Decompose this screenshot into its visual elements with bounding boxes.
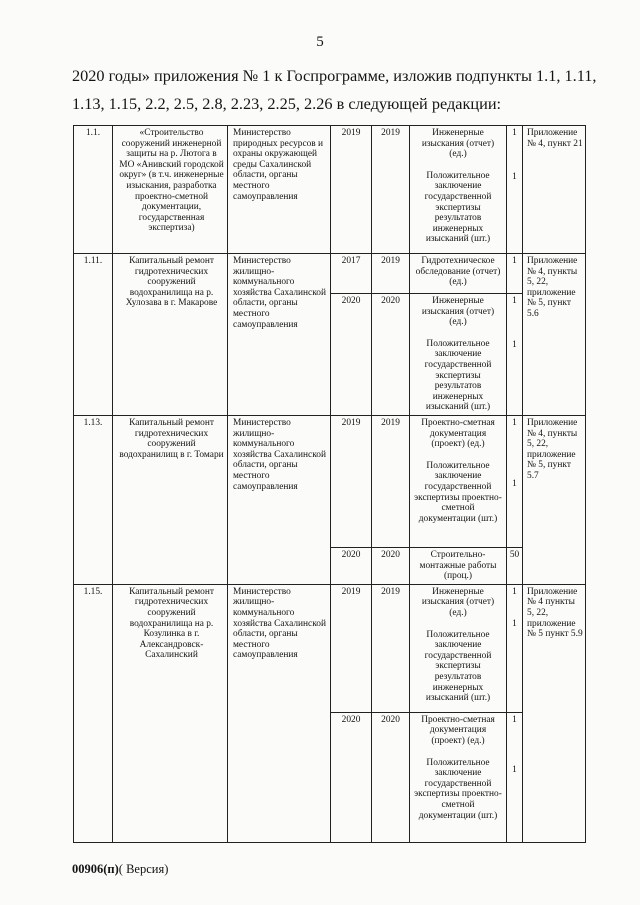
ministry-name: Министерство природных ресурсов и охраны окружающей среды Сахалинской области, органы местного самоуправления <box>228 126 331 254</box>
work-item: Инженерные изыскания (отчет) (ед.) <box>421 586 495 618</box>
qty-cell <box>507 126 523 254</box>
object-name: «Строительство сооружений инженерной защиты на р. Лютога в МО «Анивский городской округ» (в т.ч. инженерные изыскания, разработка проектно-сметной документации, государственная экспертиза) <box>113 126 228 254</box>
work-item: Положительное заключение государственной экспертизы проектно-сметной документации (шт.) <box>414 460 502 524</box>
end-year: 2019 <box>372 254 410 294</box>
table-row <box>74 126 586 254</box>
table-row <box>74 584 586 712</box>
work-cell <box>410 584 507 712</box>
start-year: 2020 <box>331 548 372 585</box>
work-cell <box>410 712 507 842</box>
program-table <box>73 125 586 843</box>
work-qty: 1 <box>512 619 517 630</box>
end-year: 2020 <box>372 294 410 416</box>
work-qty: 1 <box>512 765 517 776</box>
end-year: 2020 <box>372 548 410 585</box>
work-cell <box>410 294 507 416</box>
qty-cell <box>507 294 523 416</box>
start-year: 2019 <box>331 126 372 254</box>
work-qty: 1 <box>512 478 517 489</box>
work-item: Положительное заключение государственной экспертизы проектно-сметной документации (шт.) <box>414 757 502 821</box>
intro-line: 2020 годы» приложения № 1 к Госпрограмме, изложив подпункты 1.1, 1.11, <box>72 66 597 85</box>
end-year: 2019 <box>372 584 410 712</box>
intro-paragraph <box>72 62 597 118</box>
start-year: 2019 <box>331 584 372 712</box>
work-qty: 1 <box>507 254 523 294</box>
row-number: 1.15. <box>74 584 113 842</box>
end-year: 2019 <box>372 416 410 548</box>
object-name: Капитальный ремонт гидротехнических сооружений водохранилища на р. Хулозава в г. Макарове <box>113 254 228 416</box>
work-qty: 1 <box>512 296 517 306</box>
end-year: 2020 <box>372 712 410 842</box>
work-item: Гидротехническое обследование (отчет) (ед.) <box>415 256 501 288</box>
row-number: 1.1. <box>74 126 113 254</box>
document-footer <box>72 862 168 877</box>
work-qty: 1 <box>512 586 517 597</box>
work-qty: 1 <box>512 418 517 428</box>
page-number: 5 <box>316 34 324 50</box>
qty-cell <box>507 712 523 842</box>
work-item: Инженерные изыскания (отчет) (ед.) <box>421 128 495 160</box>
work-item: Положительное заключение государственной экспертизы результатов инженерных изысканий (шт.) <box>424 338 492 413</box>
work-qty: 50 <box>507 548 523 585</box>
row-number: 1.11. <box>74 254 113 416</box>
work-qty: 1 <box>512 714 517 725</box>
table-row <box>74 416 586 548</box>
table-row <box>74 254 586 294</box>
work-qty: 1 <box>512 339 517 350</box>
work-item: Положительное заключение государственной экспертизы результатов инженерных изысканий (шт.) <box>424 629 492 704</box>
intro-line: 1.13, 1.15, 2.2, 2.5, 2.8, 2.23, 2.25, 2.26 в следующей редакции: <box>72 94 502 113</box>
reference-cell: Приложение № 4, пункт 21 <box>523 126 586 254</box>
work-qty: 1 <box>512 171 517 182</box>
work-cell <box>410 416 507 548</box>
work-item: Проектно-сметная документация (проект) (ед.) <box>421 714 495 746</box>
reference-cell: Приложение № 4 пункты 5, 22, приложение № 5 пункт 5.9 <box>523 584 586 842</box>
ministry-name: Министерство жилищно-коммунального хозяйства Сахалинской области, органы местного самоуправления <box>228 416 331 585</box>
object-name: Капитальный ремонт гидротехнических сооружений водохранилищ в г. Томари <box>113 416 228 585</box>
row-number: 1.13. <box>74 416 113 585</box>
version-label: ( Версия) <box>118 862 169 876</box>
start-year: 2020 <box>331 712 372 842</box>
work-qty: 1 <box>512 128 517 138</box>
work-item: Положительное заключение государственной экспертизы результатов инженерных изысканий (шт.) <box>424 170 492 245</box>
reference-cell: Приложение № 4, пункты 5, 22, приложение № 5, пункт 5.6 <box>523 254 586 416</box>
work-item: Строительно-монтажные работы (проц.) <box>419 550 497 582</box>
work-cell <box>410 548 507 585</box>
ministry-name: Министерство жилищно-коммунального хозяйства Сахалинской области, органы местного самоуправления <box>228 584 331 842</box>
work-cell <box>410 126 507 254</box>
work-cell <box>410 254 507 294</box>
start-year: 2019 <box>331 416 372 548</box>
work-item: Проектно-сметная документация (проект) (ед.) <box>421 418 495 450</box>
start-year: 2020 <box>331 294 372 416</box>
end-year: 2019 <box>372 126 410 254</box>
start-year: 2017 <box>331 254 372 294</box>
document-code: 00906(п) <box>72 862 119 876</box>
reference-cell: Приложение № 4, пункты 5, 22, приложение № 5, пункт 5.7 <box>523 416 586 585</box>
object-name: Капитальный ремонт гидротехнических сооружений водохранилища на р. Козулинка в г. Александровск-Сахалинский <box>113 584 228 842</box>
qty-cell <box>507 416 523 548</box>
ministry-name: Министерство жилищно-коммунального хозяйства Сахалинской области, органы местного самоуправления <box>228 254 331 416</box>
qty-cell <box>507 584 523 712</box>
work-item: Инженерные изыскания (отчет) (ед.) <box>421 296 495 328</box>
